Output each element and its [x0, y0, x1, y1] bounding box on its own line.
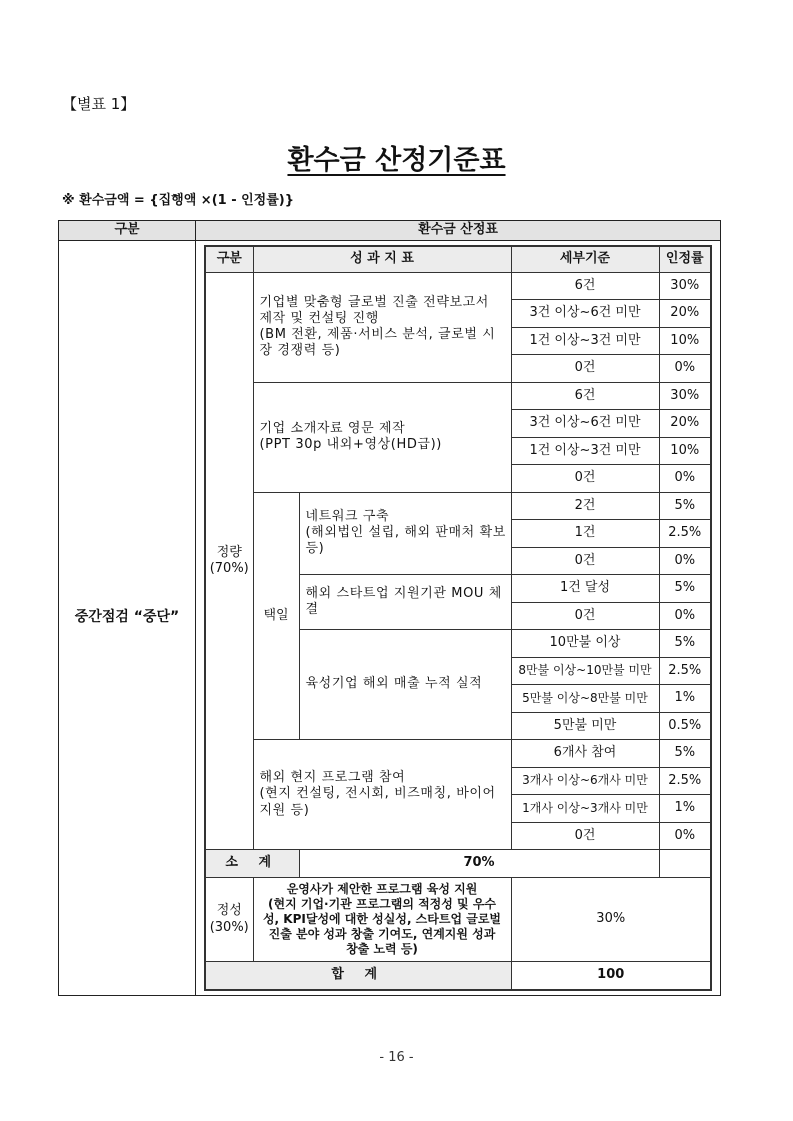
- indicator-cell: 해외 스타트업 지원기관 MOU 체결: [299, 575, 511, 630]
- criteria-cell: 0건: [511, 602, 659, 630]
- rate-cell: 10%: [659, 437, 711, 465]
- criteria-cell: 10만불 이상: [511, 630, 659, 658]
- indicator-cell: 육성기업 해외 매출 누적 실적: [299, 630, 511, 740]
- subtotal-label: 소 계: [205, 850, 299, 878]
- criteria-cell: 0건: [511, 355, 659, 383]
- criteria-cell: 1건: [511, 520, 659, 548]
- rate-cell: 5%: [659, 492, 711, 520]
- inner-header-indicator: 성 과 지 표: [253, 246, 511, 272]
- quantitative-weight: (70%): [209, 560, 249, 576]
- subtotal-value: 70%: [299, 850, 659, 878]
- stage-cell: 중간점검 “중단”: [59, 241, 196, 996]
- criteria-cell: 5만불 이상~8만불 미만: [511, 685, 659, 713]
- page-number: - 16 -: [379, 1050, 414, 1065]
- criteria-cell: 3건 이상~6건 미만: [511, 300, 659, 328]
- criteria-row: [205, 740, 711, 768]
- rate-cell: 0%: [659, 465, 711, 493]
- rate-cell: 1%: [659, 795, 711, 823]
- rate-cell: 2.5%: [659, 657, 711, 685]
- criteria-cell: 3건 이상~6건 미만: [511, 410, 659, 438]
- criteria-row: [205, 382, 711, 410]
- criteria-cell: 5만불 미만: [511, 712, 659, 740]
- inner-header-rate: 인정률: [659, 246, 711, 272]
- criteria-cell: 1건 이상~3건 미만: [511, 437, 659, 465]
- criteria-cell: 0건: [511, 822, 659, 850]
- rate-cell: 0%: [659, 602, 711, 630]
- quantitative-section: [205, 272, 711, 850]
- rate-cell: 5%: [659, 740, 711, 768]
- rate-cell: 30%: [659, 272, 711, 300]
- quantitative-label-cell: [205, 272, 253, 850]
- rate-cell: 0%: [659, 547, 711, 575]
- inner-table-cell: [196, 241, 721, 996]
- outer-header-division: 구분: [59, 221, 196, 241]
- criteria-cell: 0건: [511, 465, 659, 493]
- qualitative-label-cell: [205, 878, 253, 962]
- inner-calc-table: [204, 245, 712, 991]
- qualitative-weight: (30%): [209, 919, 249, 935]
- criteria-row: [205, 492, 711, 520]
- rate-cell: 0%: [659, 355, 711, 383]
- criteria-cell: 8만불 이상~10만불 미만: [511, 657, 659, 685]
- rate-cell: 0%: [659, 822, 711, 850]
- criteria-cell: 1개사 이상~3개사 미만: [511, 795, 659, 823]
- criteria-cell: 6건: [511, 382, 659, 410]
- criteria-cell: 3개사 이상~6개사 미만: [511, 767, 659, 795]
- attachment-label: 【별표 1】: [62, 95, 136, 113]
- rate-cell: 5%: [659, 575, 711, 603]
- indicator-cell: 기업별 맞춤형 글로벌 진출 전략보고서 제작 및 컨설팅 진행 (BM 전환, 제품·서비스 분석, 글로벌 시장 경쟁력 등): [253, 272, 511, 382]
- indicator-cell: 네트워크 구축 (해외법인 설립, 해외 판매처 확보 등): [299, 492, 511, 575]
- indicator-cell: 기업 소개자료 영문 제작 (PPT 30p 내외+영상(HD급)): [253, 382, 511, 492]
- rate-cell: 20%: [659, 410, 711, 438]
- inner-header-division: 구분: [205, 246, 253, 272]
- rate-cell: 30%: [659, 382, 711, 410]
- document-title: [0, 138, 793, 177]
- total-value: 100: [511, 962, 711, 990]
- qualitative-text: 운영사가 제안한 프로그램 육성 지원 (현지 기업·기관 프로그램의 적정성 및 우수성, KPI달성에 대한 성실성, 스타트업 글로벌 진출 분야 성과 창출 기여도, 연계지원 성과 창출 노력 등): [253, 878, 511, 962]
- qualitative-value: 30%: [511, 878, 711, 962]
- rate-cell: 2.5%: [659, 520, 711, 548]
- rate-cell: 0.5%: [659, 712, 711, 740]
- rate-cell: 1%: [659, 685, 711, 713]
- criteria-cell: 2건: [511, 492, 659, 520]
- criteria-cell: 1건 달성: [511, 575, 659, 603]
- document-title-text: 환수금 산정기준표: [287, 145, 506, 176]
- indicator-cell: 해외 현지 프로그램 참여 (현지 컨설팅, 전시회, 비즈매칭, 바이어 지원 등): [253, 740, 511, 850]
- total-label: 합 계: [205, 962, 511, 990]
- rate-cell: 2.5%: [659, 767, 711, 795]
- elective-label: 택일: [253, 492, 299, 740]
- rate-cell: 5%: [659, 630, 711, 658]
- qualitative-label: 정성: [216, 903, 242, 919]
- quantitative-label: 정량: [216, 544, 242, 560]
- refund-standard-table: [58, 220, 721, 996]
- inner-header-criteria: 세부기준: [511, 246, 659, 272]
- criteria-cell: 6개사 참여: [511, 740, 659, 768]
- formula-note: ※ 환수금액 = {집행액 ×(1 - 인정률)}: [62, 193, 294, 208]
- criteria-cell: 0건: [511, 547, 659, 575]
- criteria-cell: 6건: [511, 272, 659, 300]
- rate-cell: 20%: [659, 300, 711, 328]
- outer-header-table: 환수금 산정표: [196, 221, 721, 241]
- rate-cell: 10%: [659, 327, 711, 355]
- criteria-cell: 1건 이상~3건 미만: [511, 327, 659, 355]
- criteria-row: [205, 272, 711, 300]
